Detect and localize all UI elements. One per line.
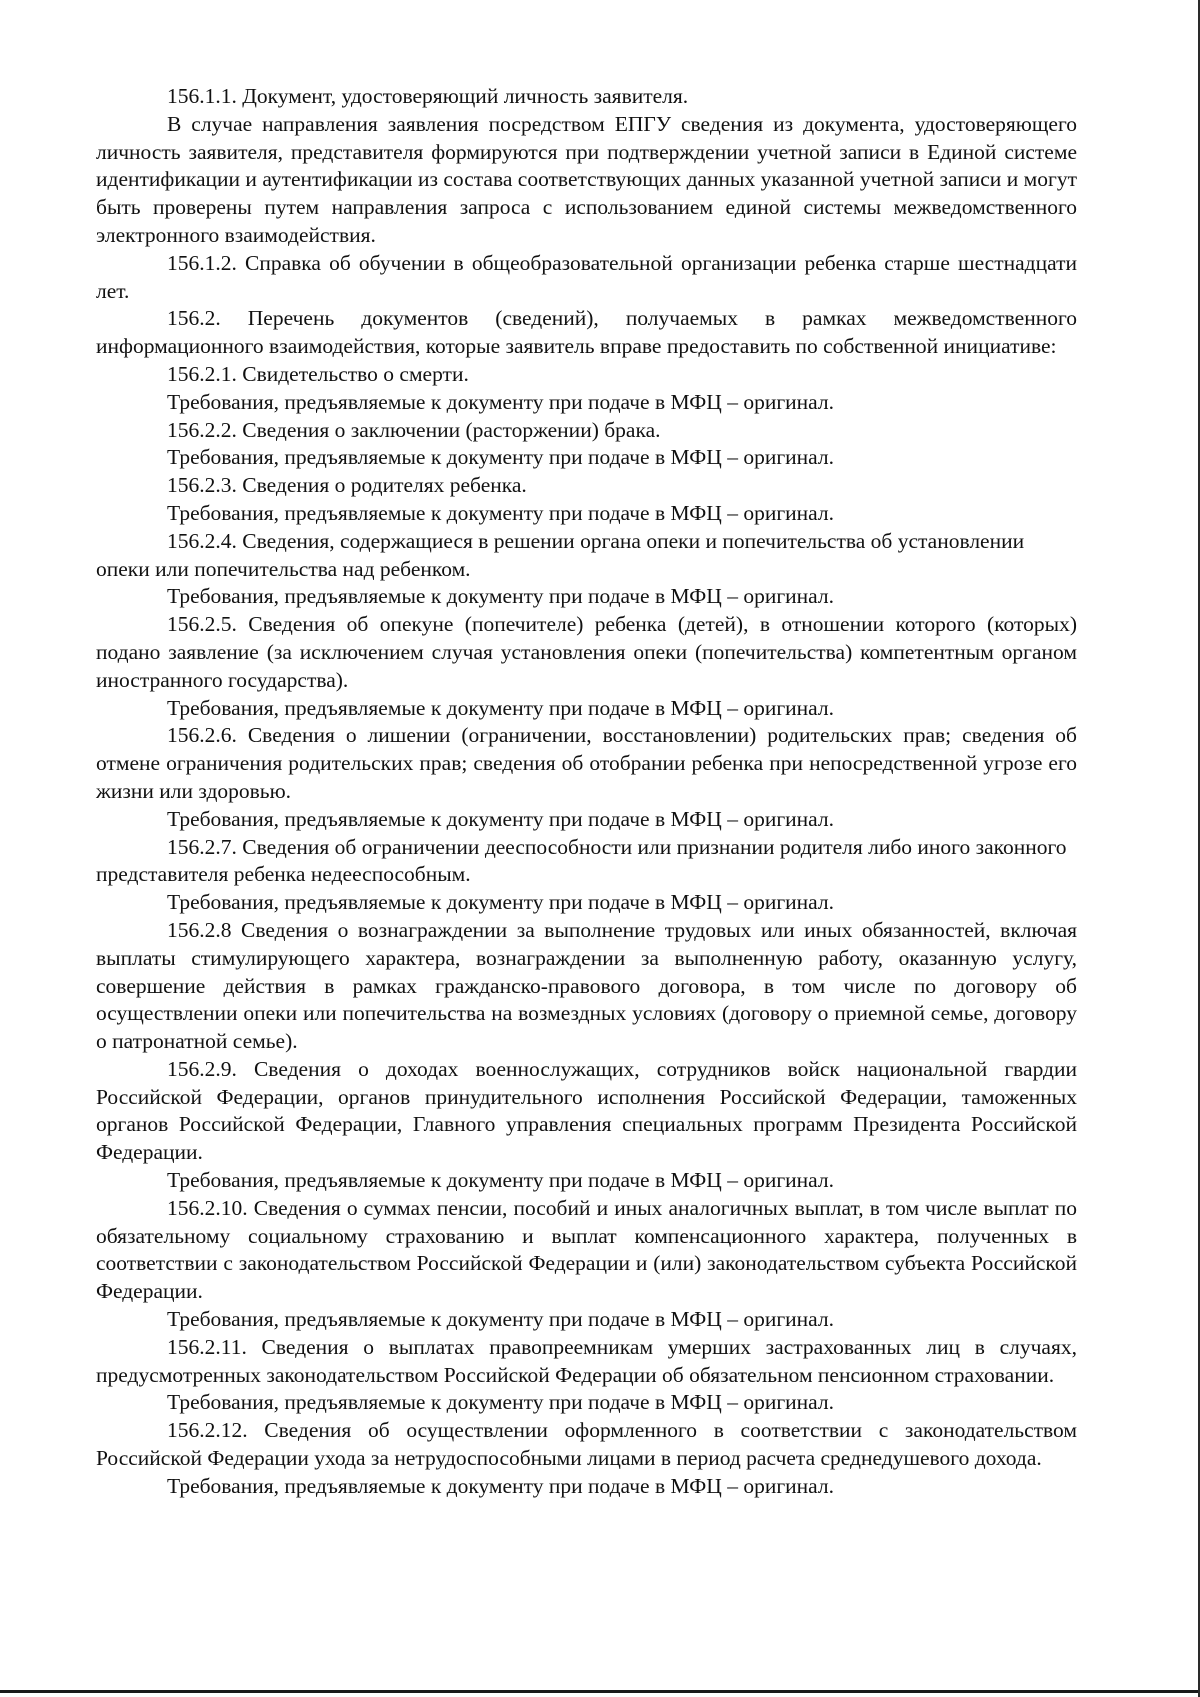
requirement-line: Требования, предъявляемые к документу при подаче в МФЦ – оригинал. [167, 695, 834, 720]
requirement-line: Требования, предъявляемые к документу при подаче в МФЦ – оригинал. [167, 1168, 834, 1193]
requirement-line: Требования, предъявляемые к документу при подаче в МФЦ – оригинал. [167, 1473, 834, 1498]
document-body [96, 83, 1077, 1501]
scan-bottom-edge [0, 1690, 1198, 1693]
paragraph-156-2-12: 156.2.12. Сведения об осуществлении оформленного в соответствии с законодательством Российской Федерации ухода за нетрудоспособными лицами в период расчета среднедушевого дохода. [96, 1418, 1077, 1471]
requirement-line: Требования, предъявляемые к документу при подаче в МФЦ – оригинал. [167, 1307, 834, 1332]
paragraph-156-2-10: 156.2.10. Сведения о суммах пенсии, пособий и иных аналогичных выплат, в том числе выплат по обязательному социальному страхованию и выплат компенсационного характера, полученных в соответствии с законодательством Российской Федерации и (или) законодательством субъекта Российской Федерации. [96, 1195, 1077, 1304]
requirement-line: Требования, предъявляемые к документу при подаче в МФЦ – оригинал. [167, 1390, 834, 1415]
paragraph-156-2-5: 156.2.5. Сведения об опекуне (попечителе) ребенка (детей), в отношении которого (которых) подано заявление (за исключением случая установления опеки (попечительства) компетентным органом иностранного государства). [96, 612, 1077, 692]
paragraph-156-2-6: 156.2.6. Сведения о лишении (ограничении, восстановлении) родительских прав; сведения об отмене ограничения родительских прав; сведения об отобрании ребенка при непосредственной угрозе его жизни или здоровью. [96, 723, 1077, 803]
paragraph-epgu-identity: В случае направления заявления посредством ЕПГУ сведения из документа, удостоверяющего личность заявителя, представителя формируются при подтверждении учетной записи в Единой системе идентификации и аутентификации из состава соответствующих данных указанной учетной записи и могут быть проверены путем направления запроса с использованием единой системы межведомственного электронного взаимодействия. [96, 111, 1077, 247]
paragraph-156-2-2: 156.2.2. Сведения о заключении (расторжении) брака. [167, 417, 661, 442]
requirement-line: Требования, предъявляемые к документу при подаче в МФЦ – оригинал. [167, 584, 834, 609]
paragraph-156-2-11: 156.2.11. Сведения о выплатах правопреемникам умерших застрахованных лиц в случаях, предусмотренных законодательством Российской Федерации об обязательном пенсионном страховании. [96, 1334, 1077, 1387]
paragraph-156-1-2: 156.1.2. Справка об обучении в общеобразовательной организации ребенка старше шестнадцати лет. [96, 250, 1077, 303]
paragraph-156-2-8: 156.2.8 Сведения о вознаграждении за выполнение трудовых или иных обязанностей, включая выплаты стимулирующего характера, вознаграждении за выполненную работу, оказанную услугу, совершение действия в рамках гражданско-правового договора, в том числе по договору об осуществлении опеки или попечительства на возмездных условиях (договору о приемной семье, договору о патронатной семье). [96, 917, 1077, 1054]
paragraph-156-2-4: 156.2.4. Сведения, содержащиеся в решении органа опеки и попечительства об установлении опеки или попечительства над ребенком. [96, 528, 1025, 581]
paragraph-156-2-3: 156.2.3. Сведения о родителях ребенка. [167, 473, 527, 498]
paragraph-156-2-7: 156.2.7. Сведения об ограничении дееспособности или признании родителя либо иного законного представителя ребенка недееспособным. [96, 834, 1067, 887]
requirement-line: Требования, предъявляемые к документу при подаче в МФЦ – оригинал. [167, 445, 834, 470]
paragraph-156-2: 156.2. Перечень документов (сведений), получаемых в рамках межведомственного информационного взаимодействия, которые заявитель вправе предоставить по собственной инициативе: [96, 306, 1077, 359]
requirement-line: Требования, предъявляемые к документу при подаче в МФЦ – оригинал. [167, 806, 834, 831]
paragraph-156-2-9: 156.2.9. Сведения о доходах военнослужащих, сотрудников войск национальной гвардии Российской Федерации, органов принудительного исполнения Российской Федерации, таможенных органов Российской Федерации, Главного управления специальных программ Президента Российской Федерации. [96, 1056, 1077, 1165]
requirement-line: Требования, предъявляемые к документу при подаче в МФЦ – оригинал. [167, 890, 834, 915]
requirement-line: Требования, предъявляемые к документу при подаче в МФЦ – оригинал. [167, 500, 834, 525]
paragraph-156-1-1: 156.1.1. Документ, удостоверяющий личность заявителя. [167, 84, 689, 108]
requirement-line: Требования, предъявляемые к документу при подаче в МФЦ – оригинал. [167, 389, 834, 414]
paragraph-156-2-1: 156.2.1. Свидетельство о смерти. [167, 361, 469, 386]
